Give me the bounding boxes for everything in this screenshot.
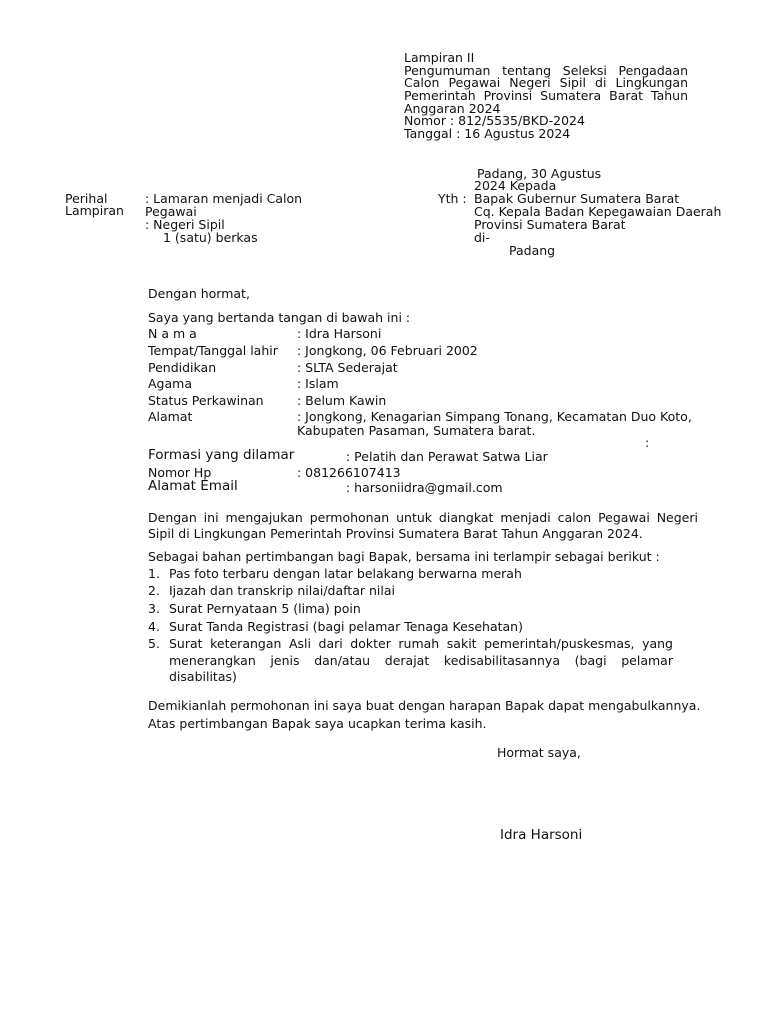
field-label-email: Alamat Email (148, 478, 238, 494)
closing-line-2: Atas pertimbangan Bapak saya ucapkan terima kasih. (148, 716, 487, 731)
subject-value-line-1: : Lamaran menjadi Calon (145, 191, 303, 206)
request-line-1: Dengan ini mengajukan permohonan untuk diangkat menjadi calon Pegawai Negeri (148, 510, 698, 525)
field-value-religion: : Islam (297, 376, 339, 391)
field-value-address-line-2: Kabupaten Pasaman, Sumatera barat. (297, 423, 536, 438)
attachment-count-value: 1 (satu) berkas (163, 230, 258, 245)
subject-label: Perihal (65, 191, 108, 206)
attachment-number-4: 4. (148, 619, 160, 634)
subject-value-line-3: : Negeri Sipil (145, 217, 225, 232)
attachment-item-5-line-3: disabilitas) (169, 669, 237, 684)
field-label-birth: Tempat/Tanggal lahir (148, 343, 278, 358)
reference-date: Tanggal : 16 Agustus 2024 (404, 126, 571, 141)
place-date-line-2: 2024 Kepada (474, 178, 557, 193)
field-value-education: : SLTA Sederajat (297, 360, 398, 375)
field-value-name: : Idra Harsoni (297, 326, 382, 341)
attachment-item-4: Surat Tanda Registrasi (bagi pelamar Tenaga Kesehatan) (169, 619, 523, 634)
place-date-line-1: Padang, 30 Agustus (477, 166, 602, 181)
addressee-line-4: di- (474, 230, 490, 245)
closing-line-1: Demikianlah permohonan ini saya buat dengan harapan Bapak dapat mengabulkannya. (148, 698, 701, 713)
field-value-position: : Pelatih dan Perawat Satwa Liar (346, 449, 548, 464)
announcement-line-3: Pemerintah Provinsi Sumatera Barat Tahun (404, 88, 688, 103)
attachment-count-label: Lampiran (65, 203, 124, 218)
intro-text: Saya yang bertanda tangan di bawah ini : (148, 310, 411, 325)
stray-colon: : (645, 435, 650, 450)
attachment-item-1: Pas foto terbaru dengan latar belakang berwarna merah (169, 566, 522, 581)
field-label-marital: Status Perkawinan (148, 393, 264, 408)
field-value-marital: : Belum Kawin (297, 393, 387, 408)
attachment-number-2: 2. (148, 583, 160, 598)
announcement-line-1: Pengumuman tentang Seleksi Pengadaan (404, 63, 688, 78)
field-value-birth: : Jongkong, 06 Februari 2002 (297, 343, 478, 358)
reference-number: Nomor : 812/5535/BKD-2024 (404, 113, 585, 128)
attachment-label: Lampiran II (404, 50, 475, 65)
signature-name: Idra Harsoni (500, 827, 583, 843)
attachment-item-5-line-2: menerangkan jenis dan/atau derajat kedisabilitasannya (bagi pelamar (169, 653, 673, 668)
request-line-2: Sipil di Lingkungan Pemerintah Provinsi Sumatera Barat Tahun Anggaran 2024. (148, 526, 643, 541)
field-label-name: N a m a (148, 326, 197, 341)
addressee-label: Yth : (438, 191, 467, 206)
signature-salutation: Hormat saya, (497, 745, 581, 760)
field-label-religion: Agama (148, 376, 192, 391)
attachments-intro: Sebagai bahan pertimbangan bagi Bapak, bersama ini terlampir sebagai berikut : (148, 549, 660, 564)
addressee-line-2: Cq. Kepala Badan Kepegawaian Daerah (474, 204, 722, 219)
announcement-line-4: Anggaran 2024 (404, 101, 501, 116)
subject-value-line-2: Pegawai (145, 204, 197, 219)
addressee-line-3: Provinsi Sumatera Barat (474, 217, 626, 232)
announcement-line-2: Calon Pegawai Negeri Sipil di Lingkungan (404, 75, 688, 90)
attachment-number-1: 1. (148, 566, 160, 581)
attachment-item-3: Surat Pernyataan 5 (lima) poin (169, 601, 361, 616)
greeting: Dengan hormat, (148, 286, 250, 301)
field-value-email: : harsoniidra@gmail.com (346, 480, 503, 495)
field-label-phone: Nomor Hp (148, 465, 212, 480)
field-value-address: : Jongkong, Kenagarian Simpang Tonang, Kecamatan Duo Koto, (297, 409, 692, 424)
attachment-item-2: Ijazah dan transkrip nilai/daftar nilai (169, 583, 395, 598)
attachment-number-5: 5. (148, 636, 160, 651)
addressee-city: Padang (509, 243, 556, 258)
field-value-phone: : 081266107413 (297, 465, 401, 480)
field-label-address: Alamat (148, 409, 193, 424)
attachment-number-3: 3. (148, 601, 160, 616)
field-label-education: Pendidikan (148, 360, 217, 375)
attachment-item-5: Surat keterangan Asli dari dokter rumah sakit pemerintah/puskesmas, yang (169, 636, 673, 651)
field-label-position: Formasi yang dilamar (148, 447, 295, 463)
addressee-line-1: Bapak Gubernur Sumatera Barat (474, 191, 680, 206)
